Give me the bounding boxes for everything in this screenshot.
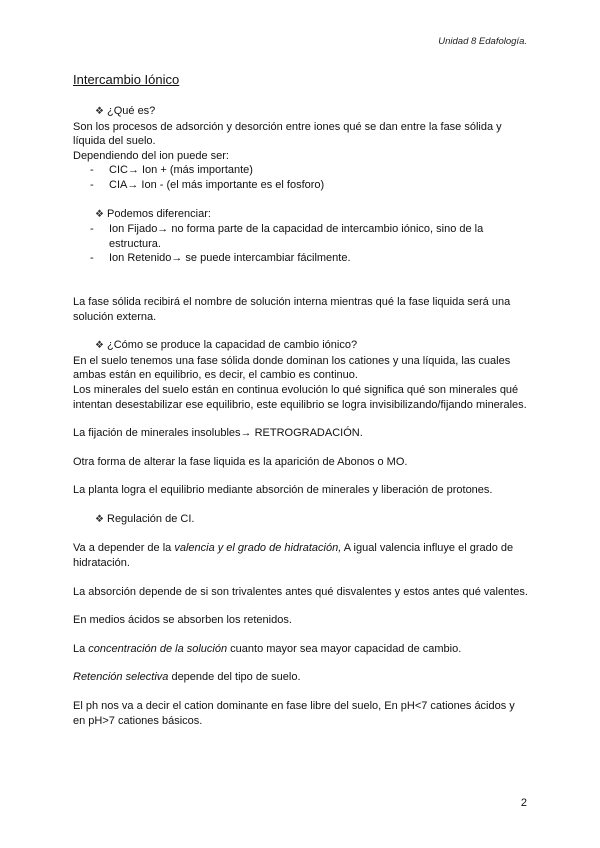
paragraph: La concentración de la solución cuanto mayor sea mayor capacidad de cambio. — [73, 642, 462, 655]
bullet-como — [73, 338, 528, 354]
paragraph: Retención selectiva depende del tipo de suelo. — [73, 671, 301, 684]
diamond-bullet-icon: ❖ — [95, 340, 104, 352]
bullet-que-es — [73, 104, 528, 120]
list-item: - CIA→ Ion - (el más importante es el fosforo) — [90, 178, 325, 191]
paragraph: Son los procesos de adsorción y desorción entre iones qué se dan entre la fase sólida y líquida del suelo. — [73, 120, 502, 148]
diamond-bullet-icon: ❖ — [95, 106, 104, 117]
paragraph: Dependiendo del ion puede ser: — [73, 149, 229, 162]
list-item: - Ion Fijado→ no forma parte de la capacidad de intercambio iónico, sino de la estructura. — [90, 223, 484, 250]
paragraph: El ph nos va a decir el cation dominante en fase libre del suelo, En pH<7 cationes ácidos y en pH>7 cationes básicos. — [73, 700, 515, 727]
diamond-bullet-icon: ❖ — [95, 208, 104, 220]
paragraph: En el suelo tenemos una fase sólida donde dominan los cationes y una líquida, las cuales ambas están en equilibrio, es decir, el cambio es continuo. — [73, 354, 511, 382]
list-item: - CIC→ Ion + (más importante) — [90, 164, 253, 177]
paragraph: En medios ácidos se absorben los retenidos. — [73, 614, 292, 627]
paragraph: La fase sólida recibirá el nombre de solución interna mientras qué la fase liquida será una solución externa. — [73, 295, 511, 323]
bullet-podemos — [73, 207, 528, 223]
paragraph: La planta logra el equilibrio mediante absorción de minerales y liberación de protones. — [73, 484, 493, 497]
page-number: 2 — [520, 797, 527, 809]
paragraph: La absorción depende de si son trivalentes antes qué disvalentes y estos antes qué valentes. — [73, 585, 528, 598]
paragraph: Los minerales del suelo están en continua evolución lo qué significa qué son minerales qué intentan desestabilizar ese equilibrio, este equilibrio se logra invisibilizando/fijando minerales. — [73, 383, 527, 411]
paragraph: Va a depender de la valencia y el grado de hidratación, A igual valencia influye el grado de hidratación. — [73, 542, 514, 570]
bullet-regulacion — [73, 512, 528, 528]
section-title: Intercambio Iónico — [73, 72, 180, 87]
bullet-label: Regulación de CI. — [107, 512, 195, 525]
bullet-label: ¿Qué es? — [107, 105, 156, 117]
paragraph: Otra forma de alterar la fase liquida es la aparición de Abonos o MO. — [73, 455, 408, 468]
paragraph: La fijación de minerales insolubles→ RETROGRADACIÓN. — [73, 427, 363, 440]
diamond-bullet-icon: ❖ — [95, 513, 104, 525]
page-header: Unidad 8 Edafología. — [438, 36, 527, 47]
bullet-label: ¿Cómo se produce la capacidad de cambio iónico? — [107, 339, 358, 352]
document-body — [73, 104, 528, 728]
bullet-label: Podemos diferenciar: — [107, 207, 211, 220]
list-item: - Ion Retenido→ se puede intercambiar fácilmente. — [90, 252, 351, 265]
